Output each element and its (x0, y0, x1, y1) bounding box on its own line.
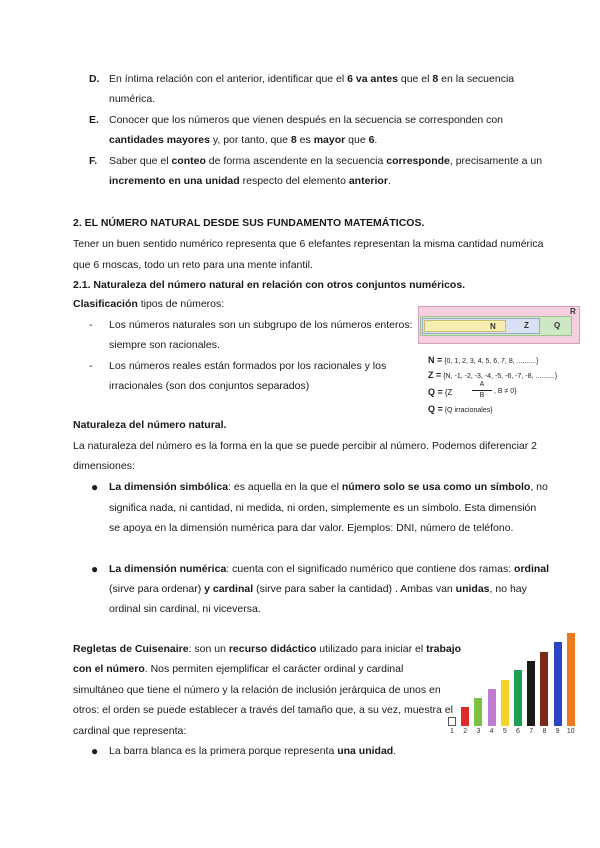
subsection-heading: 2.1. Naturaleza del número natural en relación con otros conjuntos numéricos. (73, 279, 466, 291)
naturaleza-p-line-1: La naturaleza del número es la forma en la que se puede percibir al número. Podemos diferenciar 2 (73, 440, 538, 452)
def-rational-end: , B ≠ 0} (494, 388, 517, 395)
rod-9 (554, 642, 562, 726)
list-item-line-1: Saber que el conteo de forma ascendente en la secuencia corresponde, precisamente a un (109, 155, 543, 167)
bold-text: 6 va antes (347, 73, 398, 85)
bold-text: corresponde (386, 155, 450, 167)
set-n-label: N (490, 322, 496, 331)
classification-line (73, 298, 224, 311)
bullet-2-line-1: La dimensión numérica: cuenta con el significado numérico que contiene dos ramas: ordinal (109, 563, 550, 575)
dash-item-1-line-2: siempre son racionales. (109, 339, 220, 351)
dash-item-1-line-1: Los números naturales son un subgrupo de los números enteros: (109, 319, 413, 331)
dash-item-2-line-1: Los números reales están formados por los racionales y los (109, 360, 387, 372)
rod-label: 8 (542, 728, 547, 735)
rod-10 (567, 633, 575, 726)
bullet-1-line-3: se apoya en la dimensión numérica para dar valor. Ejemplos: DNI, número de teléfono. (109, 522, 514, 534)
classification-bold: Clasificación (73, 298, 138, 310)
bold-text: incremento en una unidad (109, 175, 240, 187)
rod-5 (501, 680, 509, 727)
regletas-line-1: Regletas de Cuisenaire: son un recurso didáctico utilizado para iniciar el trabajo (73, 643, 462, 655)
rod-label: 5 (502, 728, 507, 735)
list-item-line-1: Conocer que los números que vienen después en la secuencia se corresponden con (109, 114, 504, 126)
rod-label: 1 (450, 728, 454, 735)
bold-text: 8 (432, 73, 439, 85)
list-item-line-1: En íntima relación con el anterior, identificar que el 6 va antes que el 8 en la secuencia (109, 73, 515, 85)
rod-label: 9 (555, 728, 560, 735)
bold-text: anterior (348, 175, 388, 187)
rod-4 (488, 689, 496, 726)
def-integer: Z = {N, -1, -2, -3, -4, -5, -6, -7, -8, ..........} (428, 370, 558, 380)
classification-rest: tipos de números: (137, 298, 225, 310)
bold-text: 6 (368, 134, 375, 146)
bold-text: cantidades mayores (109, 134, 210, 146)
regletas-line-3: simultáneo que tiene el número y la relación de inclusión jerárquica de unos en (73, 684, 441, 696)
rod-1 (448, 717, 456, 726)
rod-label: 10 (566, 728, 575, 735)
bullet-1-line-1: La dimensión simbólica: es aquella en la que el número solo se usa como un símbolo, no (109, 481, 548, 493)
bullet-2-line-2: (sirve para ordenar) y cardinal (sirve para saber la cantidad) . Ambas van unidas, no hay (109, 583, 527, 595)
bullet-marker: ● (91, 744, 99, 758)
def-irrational: Q = {Q irracionales} (428, 404, 493, 414)
rod-3 (474, 698, 482, 726)
bullet-marker: ● (91, 480, 99, 494)
regletas-line-5: cardinal que representa: (73, 725, 187, 737)
rod-8 (540, 652, 548, 726)
bullet-marker: ● (91, 562, 99, 576)
dash-marker: - (89, 360, 93, 372)
fraction-bottom: B (479, 392, 485, 399)
regletas-line-2: con el número. Nos permiten ejemplificar el carácter ordinal y cardinal (73, 663, 404, 675)
dash-item-2-line-2: irracionales (son dos conjuntos separados) (109, 380, 310, 392)
rod-6 (514, 670, 522, 726)
set-r-label: R (570, 307, 576, 316)
section-heading: 2. EL NÚMERO NATURAL DESDE SUS FUNDAMENTO MATEMÁTICOS. (73, 217, 425, 229)
rod-2 (461, 707, 469, 726)
list-item-line-2: cantidades mayores y, por tanto, que 8 es mayor que 6. (109, 134, 378, 146)
rod-label: 6 (516, 728, 520, 735)
set-q-label: Q (554, 321, 561, 330)
list-item-line-2: numérica. (109, 93, 156, 105)
rod-label: 7 (529, 728, 534, 735)
rod-label: 3 (476, 728, 481, 735)
intro-line-1: Tener un buen sentido numérico representa que 6 elefantes representan la misma cantidad numérica (73, 238, 544, 250)
def-natural: N = {0, 1, 2, 3, 4, 5, 6, 7, 8, ..........} (428, 355, 539, 365)
bullet-2-line-3: ordinal sin cardinal, ni viceversa. (109, 603, 261, 615)
fraction-top: A (479, 381, 485, 388)
set-z-label: Z (524, 321, 529, 330)
list-item-letter: F. (89, 155, 98, 167)
list-item-letter: E. (89, 114, 99, 126)
dash-marker: - (89, 319, 93, 331)
list-item-line-2: incremento en una unidad respecto del elemento anterior. (109, 175, 391, 187)
def-rational: Q = {Z (428, 387, 453, 397)
rod-7 (527, 661, 535, 726)
regletas-line-4: otros: el orden se puede establecer a través del tamaño que, a su vez, muestra el (73, 704, 453, 716)
naturaleza-p-line-2: dimensiones: (73, 460, 135, 472)
bullet-1-line-2: significa nada, ni cantidad, ni medida, ni orden, simplemente es un símbolo. Esta dimensión (109, 502, 537, 514)
regletas-bullet: La barra blanca es la primera porque representa una unidad. (109, 745, 397, 757)
naturaleza-heading: Naturaleza del número natural. (73, 419, 227, 431)
fraction-line (472, 390, 492, 391)
list-item-letter: D. (89, 73, 100, 85)
bold-text: mayor (313, 134, 346, 146)
rod-label: 2 (463, 728, 468, 735)
bold-text: 8 (290, 134, 297, 146)
intro-line-2: que 6 moscas, todo un reto para una mente infantil. (73, 259, 313, 271)
rod-label: 4 (489, 728, 494, 735)
bold-text: conteo (171, 155, 206, 167)
